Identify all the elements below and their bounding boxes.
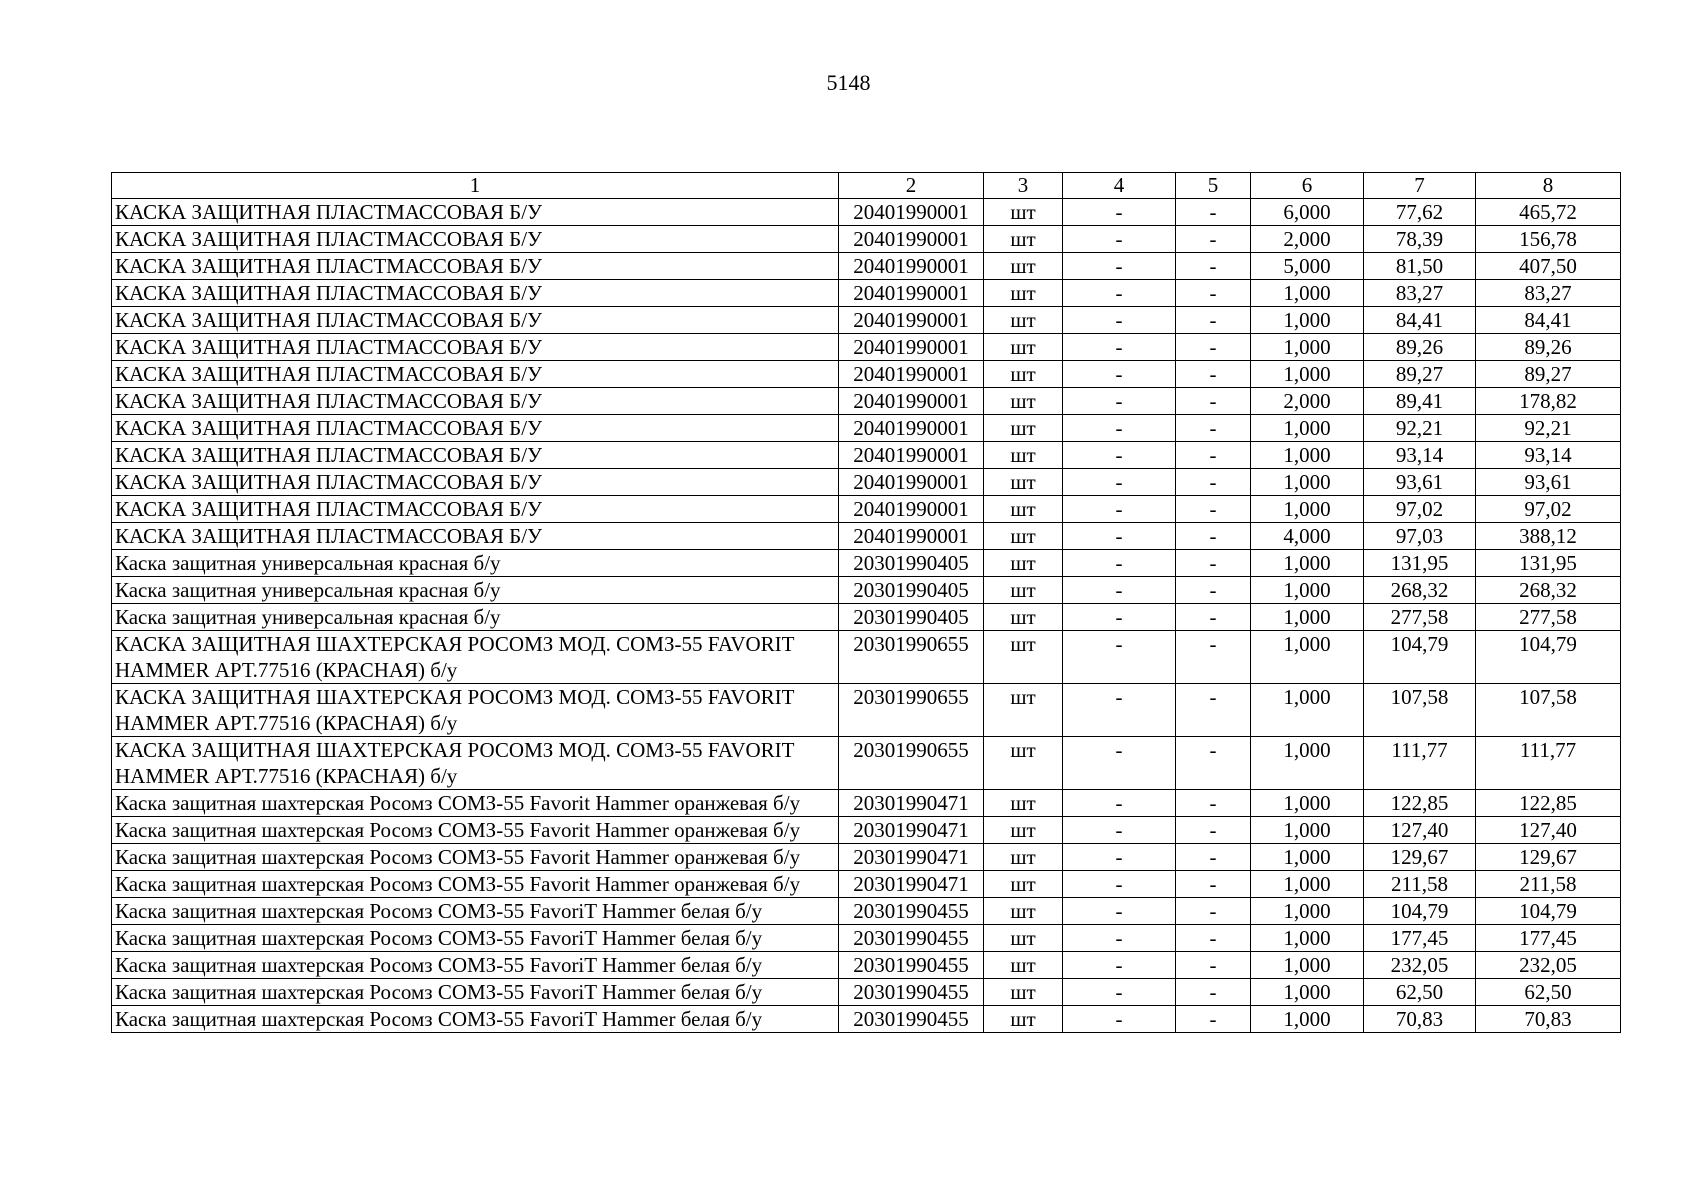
- table-row: [112, 604, 1621, 631]
- cell-unit: шт: [984, 334, 1063, 361]
- table-row: [112, 442, 1621, 469]
- cell-amount: 129,67: [1476, 844, 1621, 871]
- cell-unit: шт: [984, 1006, 1063, 1033]
- cell-item-name: Каска защитная шахтерская Росомз СОМЗ-55 Favorit Hammer оранжевая б/у: [112, 844, 839, 871]
- cell-quantity: 1,000: [1251, 737, 1364, 790]
- cell-price: 81,50: [1364, 253, 1476, 280]
- cell-quantity: 1,000: [1251, 496, 1364, 523]
- cell-quantity: 1,000: [1251, 334, 1364, 361]
- cell-unit: шт: [984, 979, 1063, 1006]
- table-row: [112, 415, 1621, 442]
- cell-item-name: КАСКА ЗАЩИТНАЯ ШАХТЕРСКАЯ РОСОМЗ МОД. СОМЗ-55 FAVORIT HAMMER АРТ.77516 (КРАСНАЯ) б/у: [112, 684, 839, 737]
- column-header: 5: [1176, 173, 1251, 199]
- cell-price: 104,79: [1364, 631, 1476, 684]
- cell-item-name: КАСКА ЗАЩИТНАЯ ПЛАСТМАССОВАЯ Б/У: [112, 226, 839, 253]
- table-row: [112, 388, 1621, 415]
- cell-price: 131,95: [1364, 550, 1476, 577]
- cell-col-5: -: [1176, 388, 1251, 415]
- table-row: [112, 253, 1621, 280]
- cell-item-name: Каска защитная универсальная красная б/у: [112, 577, 839, 604]
- cell-unit: шт: [984, 550, 1063, 577]
- cell-unit: шт: [984, 496, 1063, 523]
- cell-quantity: 1,000: [1251, 361, 1364, 388]
- cell-col-5: -: [1176, 577, 1251, 604]
- cell-quantity: 1,000: [1251, 469, 1364, 496]
- cell-col-4: -: [1063, 550, 1176, 577]
- cell-col-5: -: [1176, 1006, 1251, 1033]
- cell-item-name: Каска защитная универсальная красная б/у: [112, 550, 839, 577]
- cell-amount: 388,12: [1476, 523, 1621, 550]
- cell-quantity: 1,000: [1251, 898, 1364, 925]
- cell-item-code: 20401990001: [839, 253, 984, 280]
- cell-price: 93,14: [1364, 442, 1476, 469]
- cell-col-5: -: [1176, 442, 1251, 469]
- cell-item-name: Каска защитная шахтерская Росомз СОМЗ-55 Favorit Hammer оранжевая б/у: [112, 817, 839, 844]
- cell-price: 107,58: [1364, 684, 1476, 737]
- cell-item-code: 20301990655: [839, 684, 984, 737]
- table-row: [112, 469, 1621, 496]
- cell-amount: 127,40: [1476, 817, 1621, 844]
- cell-price: 62,50: [1364, 979, 1476, 1006]
- cell-col-5: -: [1176, 496, 1251, 523]
- cell-item-code: 20301990471: [839, 817, 984, 844]
- cell-col-5: -: [1176, 737, 1251, 790]
- cell-price: 122,85: [1364, 790, 1476, 817]
- cell-item-code: 20401990001: [839, 496, 984, 523]
- table-row: [112, 979, 1621, 1006]
- table-row: [112, 280, 1621, 307]
- cell-item-name: КАСКА ЗАЩИТНАЯ ПЛАСТМАССОВАЯ Б/У: [112, 280, 839, 307]
- cell-col-4: -: [1063, 604, 1176, 631]
- cell-col-5: -: [1176, 415, 1251, 442]
- cell-col-4: -: [1063, 469, 1176, 496]
- cell-item-name: Каска защитная шахтерская Росомз СОМЗ-55 Favorit Hammer оранжевая б/у: [112, 790, 839, 817]
- cell-item-code: 20401990001: [839, 388, 984, 415]
- cell-item-code: 20401990001: [839, 415, 984, 442]
- cell-item-code: 20301990455: [839, 898, 984, 925]
- cell-price: 277,58: [1364, 604, 1476, 631]
- cell-item-name: КАСКА ЗАЩИТНАЯ ПЛАСТМАССОВАЯ Б/У: [112, 199, 839, 226]
- cell-col-4: -: [1063, 684, 1176, 737]
- cell-price: 89,41: [1364, 388, 1476, 415]
- cell-col-5: -: [1176, 790, 1251, 817]
- cell-quantity: 1,000: [1251, 1006, 1364, 1033]
- cell-col-4: -: [1063, 442, 1176, 469]
- cell-amount: 156,78: [1476, 226, 1621, 253]
- cell-item-name: Каска защитная универсальная красная б/у: [112, 604, 839, 631]
- cell-amount: 62,50: [1476, 979, 1621, 1006]
- cell-col-5: -: [1176, 817, 1251, 844]
- cell-amount: 177,45: [1476, 925, 1621, 952]
- cell-col-4: -: [1063, 280, 1176, 307]
- cell-col-4: -: [1063, 871, 1176, 898]
- cell-price: 129,67: [1364, 844, 1476, 871]
- table-row: [112, 199, 1621, 226]
- cell-amount: 89,26: [1476, 334, 1621, 361]
- cell-item-code: 20301990455: [839, 1006, 984, 1033]
- cell-unit: шт: [984, 871, 1063, 898]
- cell-amount: 465,72: [1476, 199, 1621, 226]
- cell-item-name: КАСКА ЗАЩИТНАЯ ПЛАСТМАССОВАЯ Б/У: [112, 388, 839, 415]
- cell-col-4: -: [1063, 1006, 1176, 1033]
- cell-unit: шт: [984, 361, 1063, 388]
- cell-price: 211,58: [1364, 871, 1476, 898]
- cell-col-5: -: [1176, 226, 1251, 253]
- cell-unit: шт: [984, 307, 1063, 334]
- cell-quantity: 1,000: [1251, 925, 1364, 952]
- cell-amount: 211,58: [1476, 871, 1621, 898]
- cell-item-name: КАСКА ЗАЩИТНАЯ ПЛАСТМАССОВАЯ Б/У: [112, 253, 839, 280]
- cell-item-code: 20301990455: [839, 952, 984, 979]
- cell-unit: шт: [984, 790, 1063, 817]
- cell-col-4: -: [1063, 226, 1176, 253]
- cell-col-4: -: [1063, 790, 1176, 817]
- table-row: [112, 523, 1621, 550]
- table-row: [112, 307, 1621, 334]
- cell-item-code: 20401990001: [839, 307, 984, 334]
- cell-unit: шт: [984, 817, 1063, 844]
- cell-price: 78,39: [1364, 226, 1476, 253]
- cell-item-code: 20401990001: [839, 226, 984, 253]
- cell-item-code: 20401990001: [839, 199, 984, 226]
- cell-col-5: -: [1176, 280, 1251, 307]
- cell-quantity: 1,000: [1251, 604, 1364, 631]
- cell-col-5: -: [1176, 199, 1251, 226]
- table-row: [112, 361, 1621, 388]
- cell-amount: 89,27: [1476, 361, 1621, 388]
- cell-quantity: 1,000: [1251, 577, 1364, 604]
- cell-quantity: 4,000: [1251, 523, 1364, 550]
- cell-col-5: -: [1176, 844, 1251, 871]
- cell-unit: шт: [984, 199, 1063, 226]
- cell-item-name: Каска защитная шахтерская Росомз СОМЗ-55 FavoriT Hammer белая б/у: [112, 898, 839, 925]
- cell-price: 77,62: [1364, 199, 1476, 226]
- table-row: [112, 844, 1621, 871]
- cell-item-code: 20401990001: [839, 469, 984, 496]
- cell-quantity: 1,000: [1251, 442, 1364, 469]
- table-row: [112, 952, 1621, 979]
- cell-item-code: 20301990405: [839, 577, 984, 604]
- column-header: 1: [112, 173, 839, 199]
- cell-item-name: КАСКА ЗАЩИТНАЯ ПЛАСТМАССОВАЯ Б/У: [112, 523, 839, 550]
- cell-col-4: -: [1063, 496, 1176, 523]
- cell-item-code: 20301990471: [839, 844, 984, 871]
- table-row: [112, 577, 1621, 604]
- cell-col-5: -: [1176, 604, 1251, 631]
- table-row: [112, 871, 1621, 898]
- cell-col-4: -: [1063, 388, 1176, 415]
- cell-amount: 93,61: [1476, 469, 1621, 496]
- cell-unit: шт: [984, 631, 1063, 684]
- cell-col-5: -: [1176, 334, 1251, 361]
- cell-col-4: -: [1063, 415, 1176, 442]
- cell-col-4: -: [1063, 737, 1176, 790]
- cell-col-4: -: [1063, 199, 1176, 226]
- cell-unit: шт: [984, 442, 1063, 469]
- cell-col-4: -: [1063, 577, 1176, 604]
- cell-unit: шт: [984, 415, 1063, 442]
- cell-col-4: -: [1063, 361, 1176, 388]
- cell-amount: 104,79: [1476, 631, 1621, 684]
- cell-price: 232,05: [1364, 952, 1476, 979]
- cell-amount: 70,83: [1476, 1006, 1621, 1033]
- cell-quantity: 1,000: [1251, 550, 1364, 577]
- cell-item-name: КАСКА ЗАЩИТНАЯ ПЛАСТМАССОВАЯ Б/У: [112, 469, 839, 496]
- cell-price: 84,41: [1364, 307, 1476, 334]
- table-row: [112, 817, 1621, 844]
- cell-item-name: КАСКА ЗАЩИТНАЯ ПЛАСТМАССОВАЯ Б/У: [112, 334, 839, 361]
- cell-unit: шт: [984, 253, 1063, 280]
- table-row: [112, 790, 1621, 817]
- cell-amount: 232,05: [1476, 952, 1621, 979]
- cell-quantity: 5,000: [1251, 253, 1364, 280]
- page-number: 5148: [826, 70, 871, 95]
- cell-col-5: -: [1176, 979, 1251, 1006]
- cell-item-name: КАСКА ЗАЩИТНАЯ ШАХТЕРСКАЯ РОСОМЗ МОД. СОМЗ-55 FAVORIT HAMMER АРТ.77516 (КРАСНАЯ) б/у: [112, 737, 839, 790]
- cell-quantity: 1,000: [1251, 415, 1364, 442]
- cell-col-4: -: [1063, 307, 1176, 334]
- cell-col-5: -: [1176, 550, 1251, 577]
- cell-col-5: -: [1176, 871, 1251, 898]
- table-row: [112, 925, 1621, 952]
- cell-price: 127,40: [1364, 817, 1476, 844]
- cell-price: 89,26: [1364, 334, 1476, 361]
- cell-col-5: -: [1176, 952, 1251, 979]
- cell-col-4: -: [1063, 925, 1176, 952]
- cell-unit: шт: [984, 844, 1063, 871]
- cell-unit: шт: [984, 737, 1063, 790]
- cell-item-name: КАСКА ЗАЩИТНАЯ ШАХТЕРСКАЯ РОСОМЗ МОД. СОМЗ-55 FAVORIT HAMMER АРТ.77516 (КРАСНАЯ) б/у: [112, 631, 839, 684]
- cell-item-code: 20401990001: [839, 523, 984, 550]
- cell-col-4: -: [1063, 898, 1176, 925]
- table-row: [112, 550, 1621, 577]
- cell-item-name: КАСКА ЗАЩИТНАЯ ПЛАСТМАССОВАЯ Б/У: [112, 496, 839, 523]
- cell-amount: 107,58: [1476, 684, 1621, 737]
- cell-item-code: 20301990655: [839, 737, 984, 790]
- table-row: [112, 496, 1621, 523]
- cell-col-4: -: [1063, 334, 1176, 361]
- cell-unit: шт: [984, 952, 1063, 979]
- cell-quantity: 1,000: [1251, 790, 1364, 817]
- table-row: [112, 1006, 1621, 1033]
- cell-unit: шт: [984, 684, 1063, 737]
- cell-col-4: -: [1063, 817, 1176, 844]
- cell-item-code: 20301990471: [839, 871, 984, 898]
- table-row: [112, 334, 1621, 361]
- column-header: 8: [1476, 173, 1621, 199]
- cell-item-name: Каска защитная шахтерская Росомз СОМЗ-55 FavoriT Hammer белая б/у: [112, 1006, 839, 1033]
- cell-amount: 277,58: [1476, 604, 1621, 631]
- cell-col-4: -: [1063, 844, 1176, 871]
- cell-item-name: КАСКА ЗАЩИТНАЯ ПЛАСТМАССОВАЯ Б/У: [112, 442, 839, 469]
- cell-col-5: -: [1176, 469, 1251, 496]
- cell-amount: 268,32: [1476, 577, 1621, 604]
- cell-item-name: КАСКА ЗАЩИТНАЯ ПЛАСТМАССОВАЯ Б/У: [112, 415, 839, 442]
- cell-price: 92,21: [1364, 415, 1476, 442]
- cell-price: 97,03: [1364, 523, 1476, 550]
- cell-item-code: 20401990001: [839, 280, 984, 307]
- inventory-table: [111, 172, 1621, 1033]
- cell-col-4: -: [1063, 952, 1176, 979]
- cell-amount: 122,85: [1476, 790, 1621, 817]
- cell-item-code: 20301990405: [839, 550, 984, 577]
- cell-unit: шт: [984, 388, 1063, 415]
- cell-amount: 97,02: [1476, 496, 1621, 523]
- cell-col-5: -: [1176, 684, 1251, 737]
- cell-col-5: -: [1176, 925, 1251, 952]
- cell-item-name: Каска защитная шахтерская Росомз СОМЗ-55 FavoriT Hammer белая б/у: [112, 925, 839, 952]
- column-header: 2: [839, 173, 984, 199]
- cell-price: 97,02: [1364, 496, 1476, 523]
- cell-col-4: -: [1063, 631, 1176, 684]
- cell-col-5: -: [1176, 898, 1251, 925]
- cell-col-5: -: [1176, 361, 1251, 388]
- table-row: [112, 226, 1621, 253]
- cell-amount: 111,77: [1476, 737, 1621, 790]
- column-header: 6: [1251, 173, 1364, 199]
- cell-amount: 407,50: [1476, 253, 1621, 280]
- table-row: [112, 684, 1621, 737]
- column-header: 3: [984, 173, 1063, 199]
- table-row: [112, 737, 1621, 790]
- cell-item-code: 20301990455: [839, 925, 984, 952]
- cell-col-5: -: [1176, 307, 1251, 334]
- cell-item-code: 20301990471: [839, 790, 984, 817]
- cell-quantity: 1,000: [1251, 952, 1364, 979]
- cell-item-name: Каска защитная шахтерская Росомз СОМЗ-55 Favorit Hammer оранжевая б/у: [112, 871, 839, 898]
- cell-col-4: -: [1063, 253, 1176, 280]
- column-header: 4: [1063, 173, 1176, 199]
- cell-col-4: -: [1063, 523, 1176, 550]
- cell-item-code: 20401990001: [839, 361, 984, 388]
- cell-quantity: 2,000: [1251, 226, 1364, 253]
- cell-quantity: 1,000: [1251, 979, 1364, 1006]
- table-row: [112, 631, 1621, 684]
- cell-quantity: 1,000: [1251, 631, 1364, 684]
- cell-price: 83,27: [1364, 280, 1476, 307]
- cell-unit: шт: [984, 469, 1063, 496]
- column-header: 7: [1364, 173, 1476, 199]
- table-body: [112, 199, 1621, 1033]
- cell-item-name: КАСКА ЗАЩИТНАЯ ПЛАСТМАССОВАЯ Б/У: [112, 361, 839, 388]
- cell-amount: 93,14: [1476, 442, 1621, 469]
- cell-unit: шт: [984, 898, 1063, 925]
- cell-item-name: Каска защитная шахтерская Росомз СОМЗ-55 FavoriT Hammer белая б/у: [112, 952, 839, 979]
- cell-amount: 92,21: [1476, 415, 1621, 442]
- cell-price: 93,61: [1364, 469, 1476, 496]
- cell-amount: 131,95: [1476, 550, 1621, 577]
- cell-unit: шт: [984, 226, 1063, 253]
- cell-quantity: 1,000: [1251, 871, 1364, 898]
- cell-amount: 178,82: [1476, 388, 1621, 415]
- cell-price: 70,83: [1364, 1006, 1476, 1033]
- cell-item-code: 20301990455: [839, 979, 984, 1006]
- cell-col-4: -: [1063, 979, 1176, 1006]
- cell-amount: 84,41: [1476, 307, 1621, 334]
- cell-col-5: -: [1176, 253, 1251, 280]
- cell-price: 104,79: [1364, 898, 1476, 925]
- cell-unit: шт: [984, 604, 1063, 631]
- cell-unit: шт: [984, 280, 1063, 307]
- cell-amount: 104,79: [1476, 898, 1621, 925]
- cell-item-code: 20401990001: [839, 442, 984, 469]
- cell-quantity: 2,000: [1251, 388, 1364, 415]
- column-number-row: [112, 173, 1621, 199]
- cell-col-5: -: [1176, 523, 1251, 550]
- cell-quantity: 1,000: [1251, 844, 1364, 871]
- cell-price: 268,32: [1364, 577, 1476, 604]
- cell-price: 111,77: [1364, 737, 1476, 790]
- cell-item-name: КАСКА ЗАЩИТНАЯ ПЛАСТМАССОВАЯ Б/У: [112, 307, 839, 334]
- cell-item-code: 20401990001: [839, 334, 984, 361]
- cell-item-name: Каска защитная шахтерская Росомз СОМЗ-55 FavoriT Hammer белая б/у: [112, 979, 839, 1006]
- cell-quantity: 1,000: [1251, 307, 1364, 334]
- cell-unit: шт: [984, 925, 1063, 952]
- cell-quantity: 1,000: [1251, 817, 1364, 844]
- table-row: [112, 898, 1621, 925]
- cell-quantity: 1,000: [1251, 684, 1364, 737]
- cell-col-5: -: [1176, 631, 1251, 684]
- cell-amount: 83,27: [1476, 280, 1621, 307]
- cell-unit: шт: [984, 577, 1063, 604]
- cell-item-code: 20301990405: [839, 604, 984, 631]
- cell-price: 89,27: [1364, 361, 1476, 388]
- cell-item-code: 20301990655: [839, 631, 984, 684]
- cell-quantity: 1,000: [1251, 280, 1364, 307]
- cell-quantity: 6,000: [1251, 199, 1364, 226]
- cell-price: 177,45: [1364, 925, 1476, 952]
- cell-unit: шт: [984, 523, 1063, 550]
